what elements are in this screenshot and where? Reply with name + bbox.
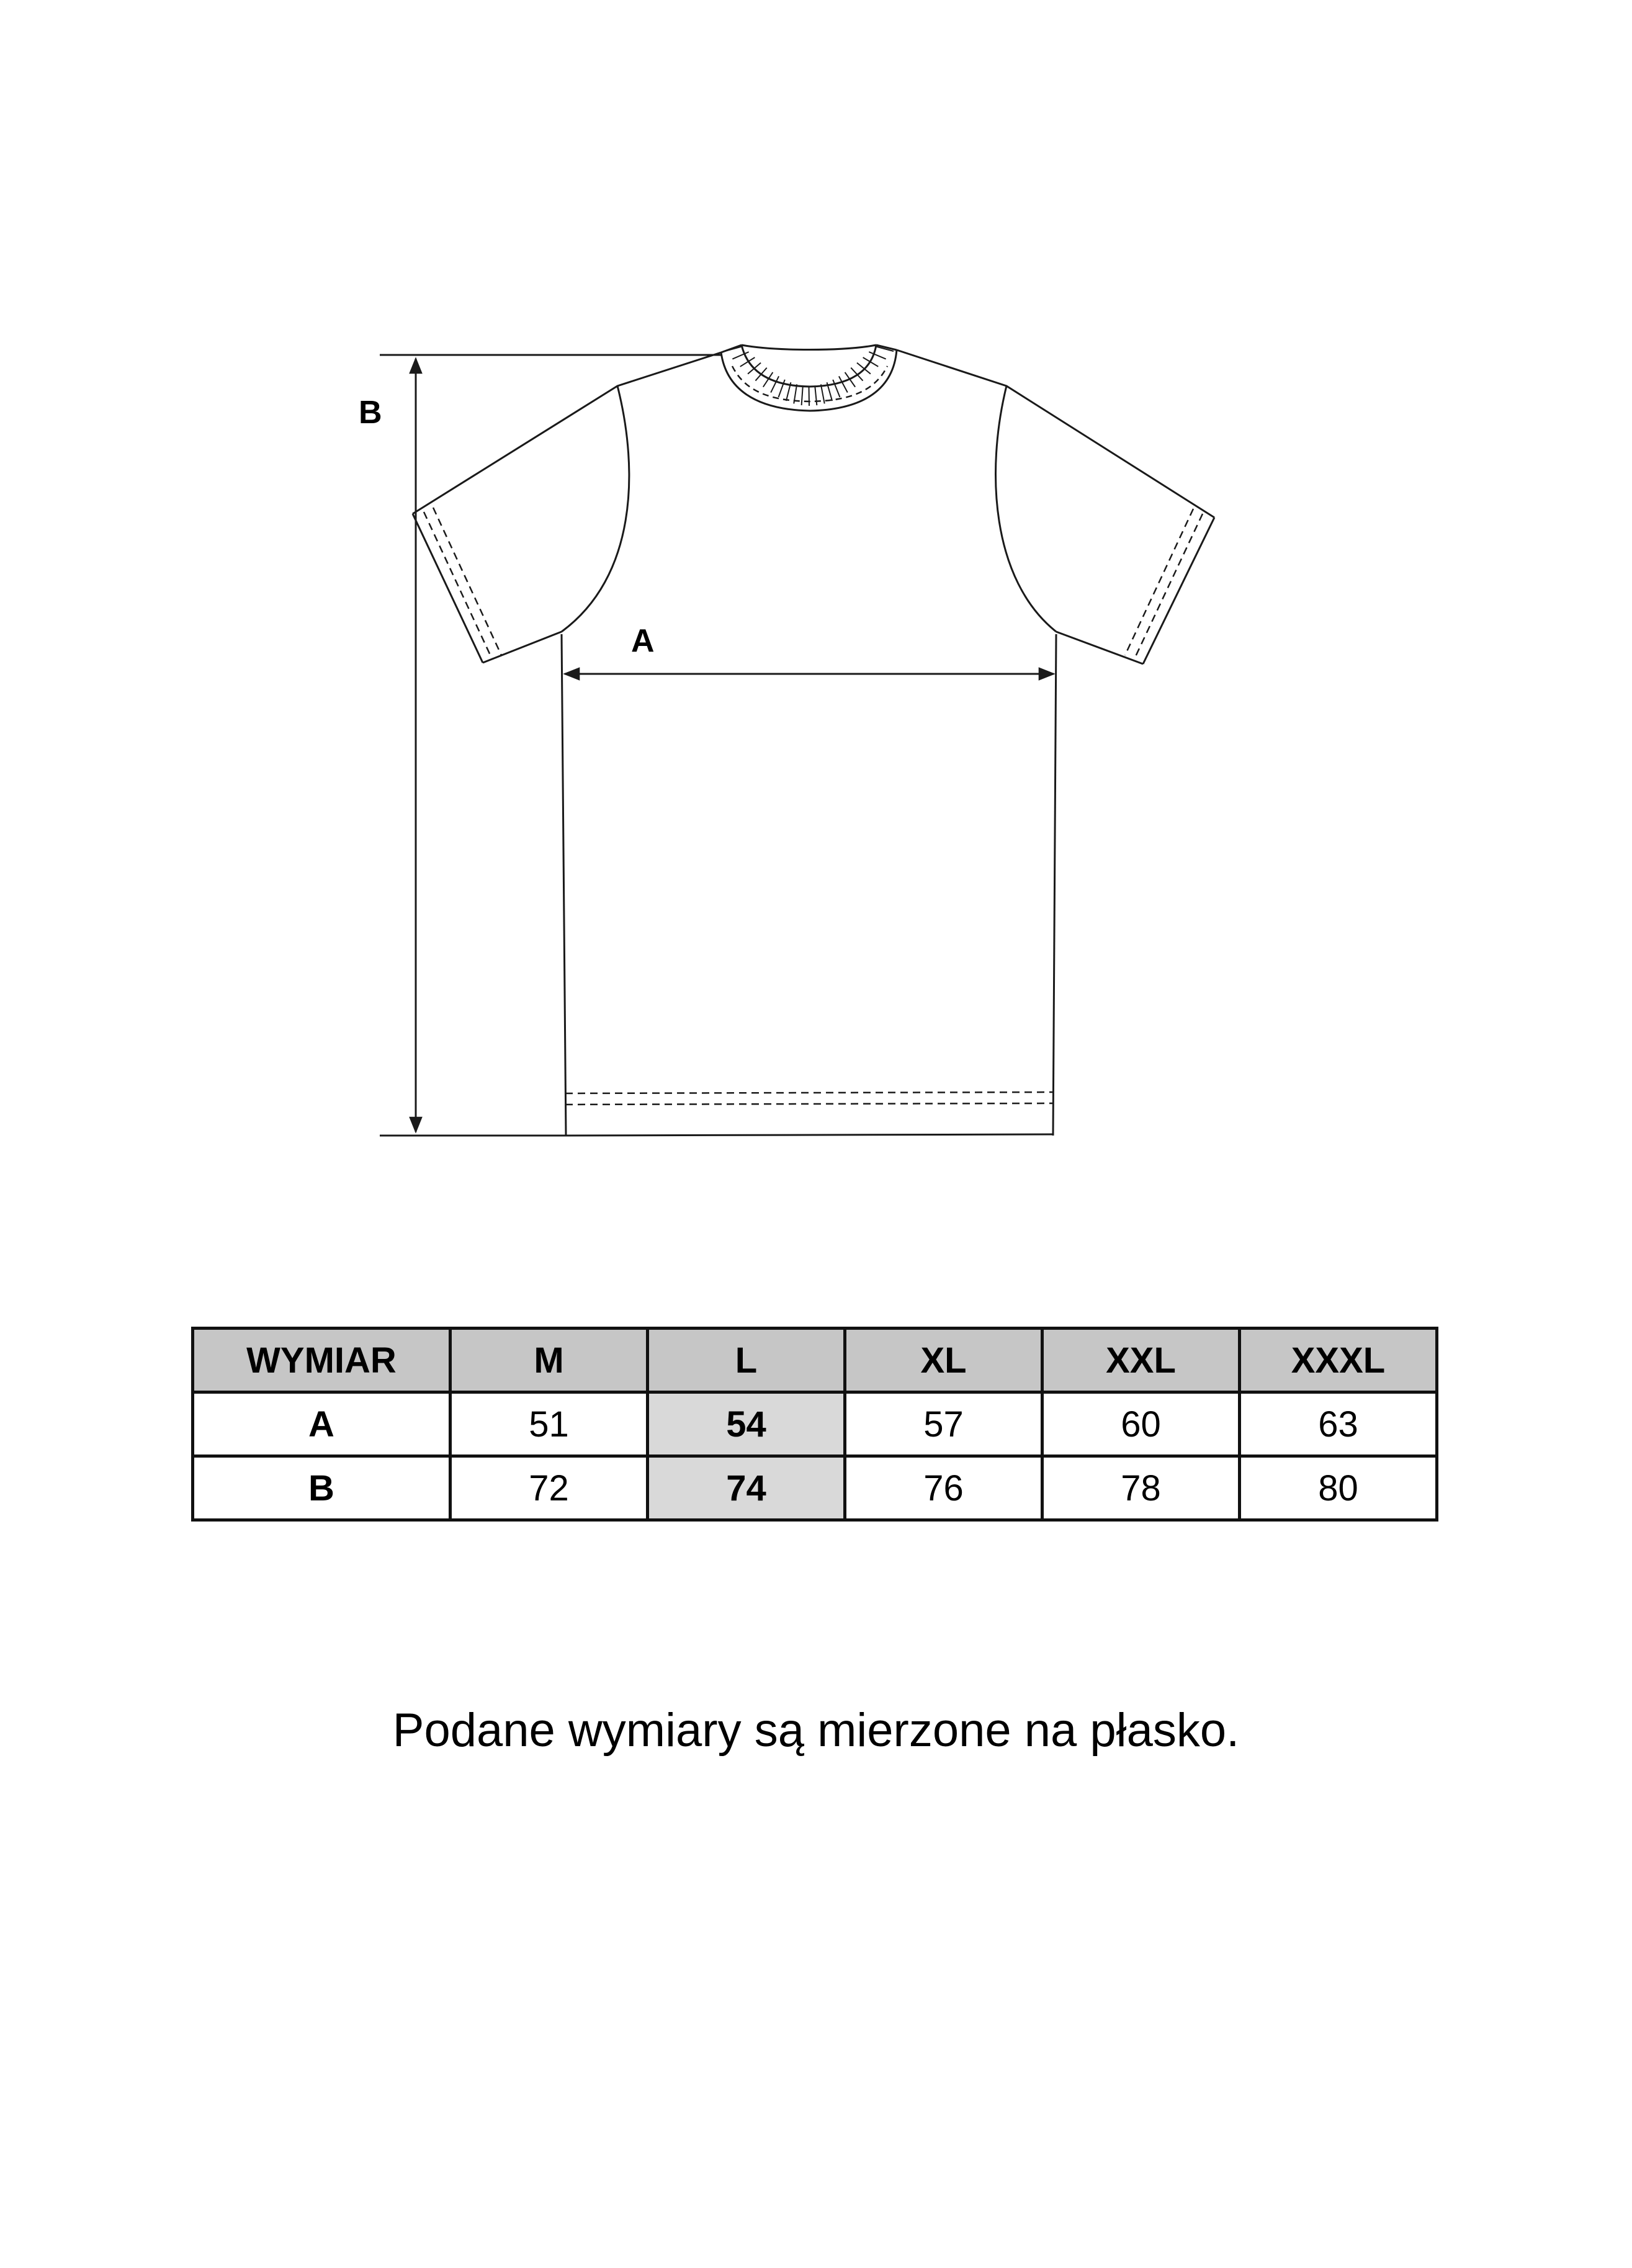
collar-rib-line	[815, 385, 817, 405]
table-cell: 51	[451, 1392, 648, 1456]
table-header-size: XXXL	[1240, 1329, 1437, 1392]
table-row-label: B	[193, 1456, 451, 1520]
collar-rib-line	[863, 357, 879, 367]
dimension-b-label: B	[359, 395, 382, 431]
collar-rib-line	[802, 385, 803, 405]
collar-rib-line	[851, 368, 863, 381]
table-header-row	[193, 1329, 1437, 1392]
dimension-a-label: A	[631, 623, 655, 659]
collar	[721, 345, 897, 411]
table-header-dimension: WYMIAR	[193, 1329, 451, 1392]
stitching	[424, 508, 1203, 1105]
collar-rib-line	[821, 384, 825, 403]
table-cell: 76	[845, 1456, 1042, 1520]
table-cell: 78	[1042, 1456, 1240, 1520]
tshirt-outline	[413, 350, 1214, 1136]
table-row	[193, 1392, 1437, 1456]
table-header-size: L	[648, 1329, 845, 1392]
table-header-size: XXL	[1042, 1329, 1240, 1392]
table-row	[193, 1456, 1437, 1520]
table-cell: 63	[1240, 1392, 1437, 1456]
dimension-b	[380, 355, 721, 1136]
table-cell: 72	[451, 1456, 648, 1520]
table-row-label: A	[193, 1392, 451, 1456]
size-table	[191, 1327, 1438, 1522]
collar-rib-line	[755, 368, 766, 381]
measurement-note: Podane wymiary są mierzone na płasko.	[392, 1704, 1240, 1757]
table-header-size: M	[451, 1329, 648, 1392]
table-cell: 57	[845, 1392, 1042, 1456]
table-header-size: XL	[845, 1329, 1042, 1392]
table-cell: 60	[1042, 1392, 1240, 1456]
collar-rib-line	[839, 376, 848, 392]
table-cell-highlighted: 54	[648, 1392, 845, 1456]
collar-rib-line	[809, 386, 810, 406]
table-cell: 80	[1240, 1456, 1437, 1520]
collar-rib-line	[771, 376, 779, 392]
table-cell-highlighted: 74	[648, 1456, 845, 1520]
